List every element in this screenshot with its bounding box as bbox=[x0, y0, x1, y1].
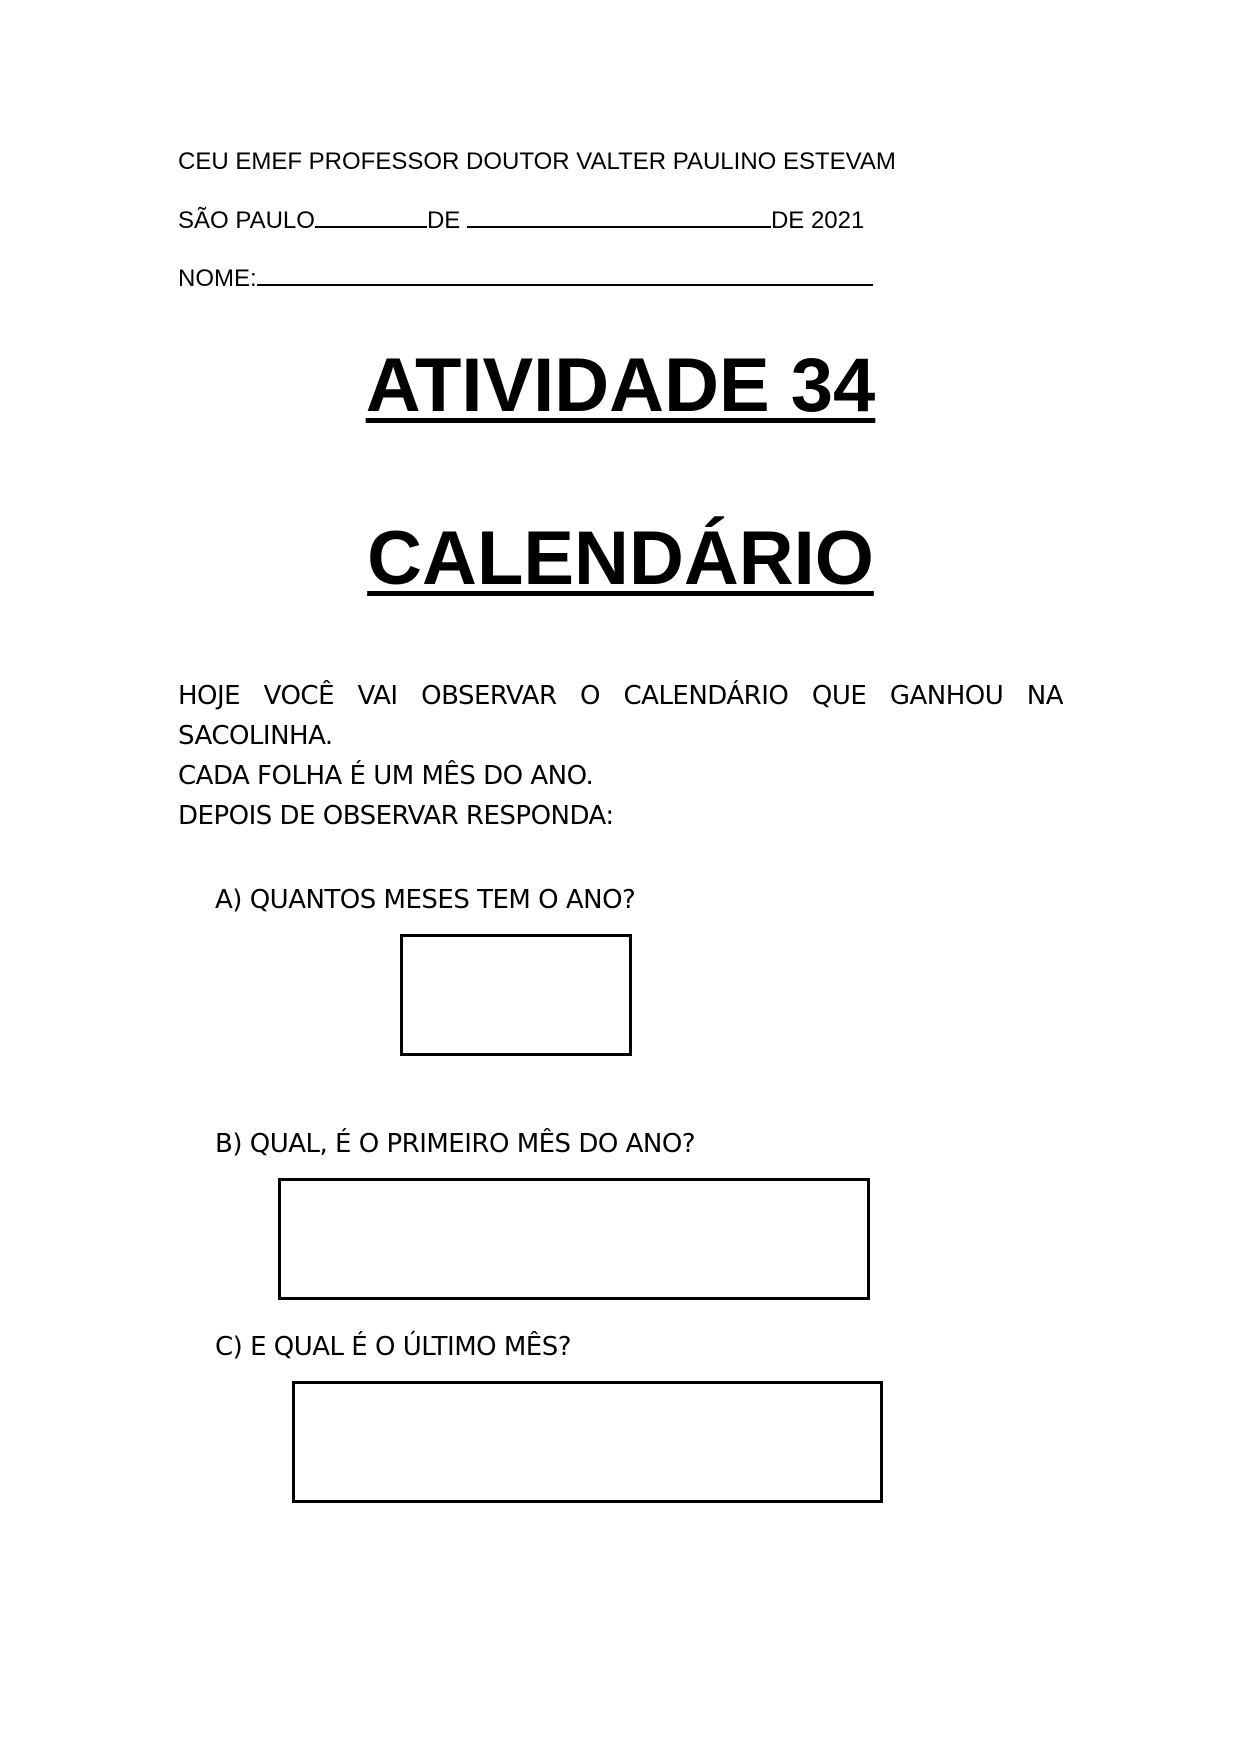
instruction-line-3: CADA FOLHA É UM MÊS DO ANO. bbox=[178, 761, 594, 791]
answer-box-b[interactable] bbox=[278, 1178, 870, 1300]
day-blank[interactable] bbox=[315, 206, 427, 228]
month-blank[interactable] bbox=[467, 206, 771, 228]
name-line bbox=[178, 264, 873, 293]
date-city-label: SÃO PAULO bbox=[178, 207, 315, 234]
date-year-label: DE 2021 bbox=[770, 207, 865, 234]
activity-title: ATIVIDADE 34 bbox=[365, 343, 876, 428]
name-label: NOME: bbox=[178, 265, 257, 292]
date-de-label: DE bbox=[426, 207, 461, 234]
name-blank[interactable] bbox=[257, 264, 873, 286]
question-a-label: A) QUANTOS MESES TEM O ANO? bbox=[215, 885, 636, 915]
answer-box-c[interactable] bbox=[292, 1381, 883, 1503]
instruction-line-1: HOJE VOCÊ VAI OBSERVAR O CALENDÁRIO QUE GANHOU NA bbox=[178, 681, 1063, 711]
instruction-line-4: DEPOIS DE OBSERVAR RESPONDA: bbox=[178, 801, 614, 831]
date-line bbox=[178, 206, 864, 235]
answer-box-a[interactable] bbox=[400, 934, 632, 1056]
question-b-label: B) QUAL, É O PRIMEIRO MÊS DO ANO? bbox=[215, 1129, 696, 1159]
instruction-line-2: SACOLINHA. bbox=[178, 721, 333, 751]
question-c-label: C) E QUAL É O ÚLTIMO MÊS? bbox=[215, 1332, 572, 1362]
topic-title: CALENDÁRIO bbox=[367, 516, 874, 601]
school-name: CEU EMEF PROFESSOR DOUTOR VALTER PAULINO ESTEVAM bbox=[178, 148, 896, 175]
